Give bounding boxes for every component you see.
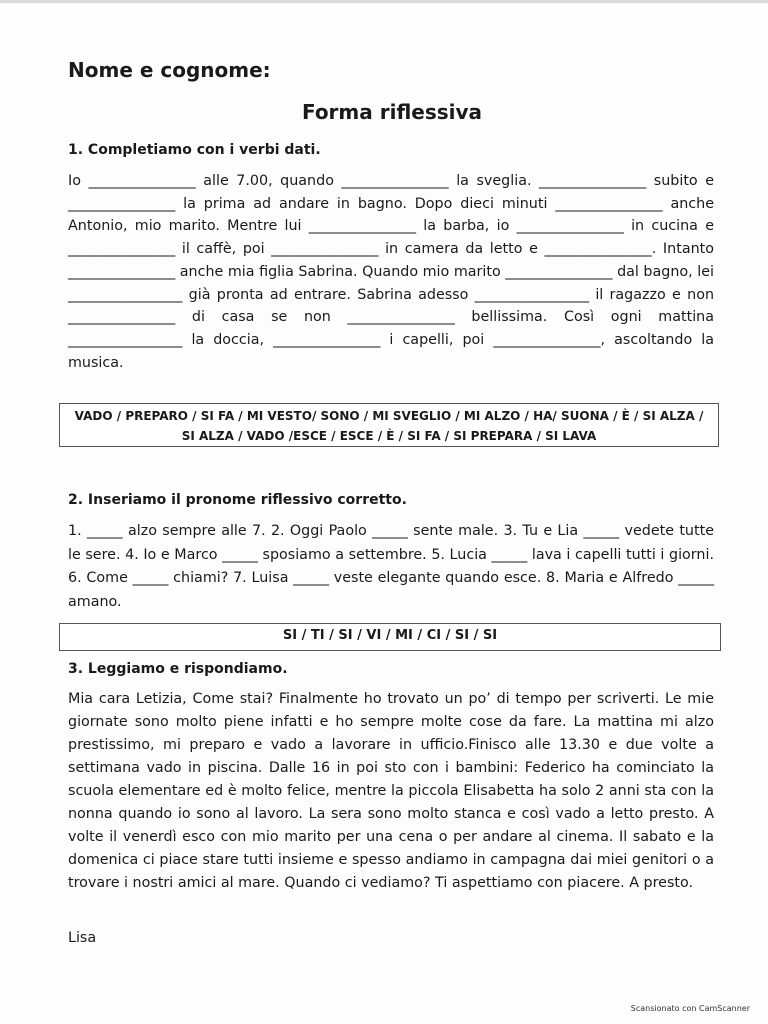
word-bank-line-2: SI ALZA / VADO /ESCE / ESCE / È / SI FA / SI PREPARA / SI LAVA — [181, 429, 597, 443]
page-title: Forma riflessiva — [301, 100, 483, 124]
exercise-2-heading: 2. Inseriamo il pronome riflessivo corretto. — [68, 492, 407, 508]
exercise-2-text: 1. _____ alzo sempre alle 7. 2. Oggi Paolo _____ sente male. 3. Tu e Lia _____ vedete tutte le sere. 4. Io e Marco _____ sposiamo a settembre. 5. Lucia _____ lava i capelli tutti i giorni. 6. Come _____ chiami? 7. Luisa _____ veste elegante quando esce. 8. Maria e Alfredo _____ amano. — [68, 523, 714, 610]
word-bank-line-1: VADO / PREPARO / SI FA / MI VESTO/ SONO / MI SVEGLIO / MI ALZO / HA/ SUONA / È / SI ALZA / — [74, 409, 704, 423]
exercise-1-heading: 1. Completiamo con i verbi dati. — [68, 142, 321, 158]
exercise-3-heading: 3. Leggiamo e rispondiamo. — [68, 661, 288, 677]
exercise-1-text: Io _______________ alle 7.00, quando _______________ la sveglia. _______________ subito e _______________ la prima ad andare in bagno. Dopo dieci minuti _______________ anche Antonio, mio marito. Mentre lui _______________ la barba, io _______________ in cucina e _______________ il caffè, poi _______________ in camera da letto e _______________. Intanto _______________ anche mia figlia Sabrina. Quando mio marito _______________ dal bagno, lei ________________ già pronta ad entrare. Sabrina adesso ________________ il ragazzo e non _______________ di casa se non _______________ bellissima. Così ogni mattina ________________ la doccia, _______________ i capelli, poi _______________, ascoltando la musica. — [68, 173, 714, 371]
exercise-2-word-bank: SI / TI / SI / VI / MI / CI / SI / SI — [59, 623, 721, 651]
name-label: Nome e cognome: — [68, 58, 271, 82]
letter-signature: Lisa — [68, 930, 97, 946]
scanner-watermark: Scansionato con CamScanner — [630, 1004, 750, 1013]
exercise-3-letter: Mia cara Letizia, Come stai? Finalmente ho trovato un po’ di tempo per scriverti. Le mie giornate sono molto piene infatti e ho sempre molte cose da fare. La mattina mi alzo prestissimo, mi preparo e vado a lavorare in ufficio.Finisco alle 13.30 e due volte a settimana vado in piscina. Dalle 16 in poi sto con i bambini: Federico ha cominciato la scuola elementare ed è molto felice, mentre la piccola Elisabetta ha solo 2 anni sta con la nonna quando io sono al lavoro. La sera sono molto stanca e così vado a letto presto. A volte il venerdì esco con mio marito per una cena o per andare al cinema. Il sabato e la domenica ci piace stare tutti insieme e spesso andiamo in campagna dai miei genitori o a trovare i nostri amici al mare. Quando ci vediamo? Ti aspettiamo con piacere. A presto. — [68, 691, 714, 891]
exercise-1-word-bank — [59, 403, 719, 447]
scan-top-edge — [0, 0, 768, 3]
